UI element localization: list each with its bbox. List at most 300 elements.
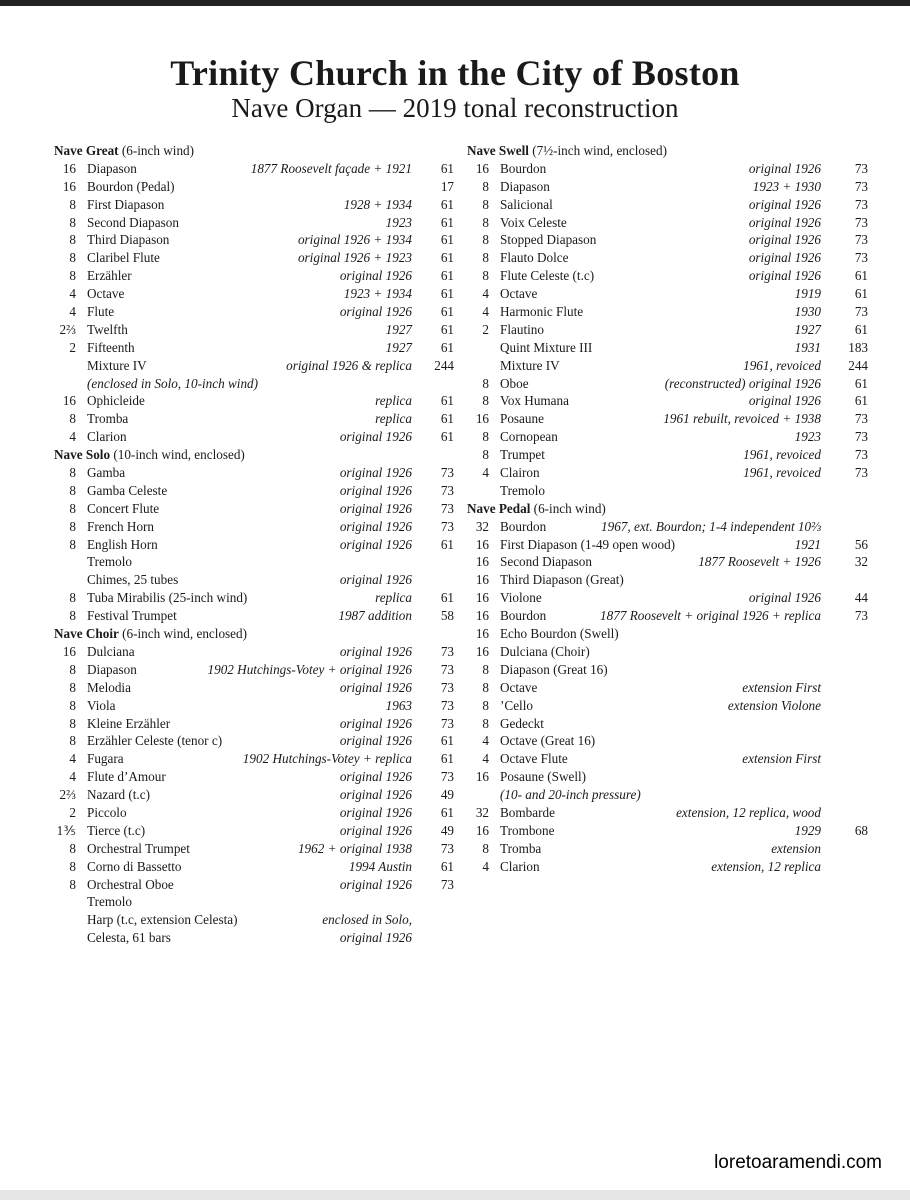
stop-pitch: 8	[482, 697, 489, 713]
stop-pitch: 8	[482, 679, 489, 695]
stop-pitch: 4	[482, 465, 489, 481]
stop-name: Octave	[500, 679, 538, 695]
stop-pipe-count: 56	[854, 536, 868, 552]
stop-pitch: 8	[69, 214, 76, 230]
stop-name: Flauto Dolce	[500, 250, 569, 266]
stop-provenance: replica	[375, 411, 412, 427]
division-name: Nave Solo	[54, 447, 111, 463]
stop-name: First Diapason (1-49 open wood)	[500, 536, 676, 552]
stop-provenance: 1967, ext. Bourdon; 1-4 independent 10⅔	[601, 518, 821, 534]
stop-note	[467, 786, 867, 804]
stop-pipe-count: 61	[440, 411, 454, 427]
stop-pitch: 4	[69, 304, 76, 320]
stop-provenance: 1923	[794, 429, 821, 445]
stop-pitch: 8	[69, 697, 76, 713]
stop-row	[467, 428, 867, 446]
stop-provenance: 1923	[385, 214, 412, 230]
right-column	[467, 142, 867, 876]
stop-name: Bourdon	[500, 518, 547, 534]
stop-row	[467, 589, 867, 607]
stop-name: Echo Bourdon (Swell)	[500, 626, 619, 642]
stop-pitch: 16	[475, 822, 489, 838]
stop-name: First Diapason	[87, 196, 165, 212]
stop-pipe-count: 61	[440, 214, 454, 230]
stop-row	[54, 715, 454, 733]
stop-name: Harmonic Flute	[500, 304, 584, 320]
stop-name: Flautino	[500, 321, 544, 337]
stop-pitch: 8	[69, 518, 76, 534]
stop-provenance: extension First	[742, 679, 821, 695]
stop-pitch: 8	[69, 268, 76, 284]
stop-provenance: original 1926	[339, 500, 412, 516]
stop-provenance: 1919	[794, 286, 821, 302]
stop-provenance: original 1926	[339, 733, 412, 749]
stop-pitch: 8	[69, 608, 76, 624]
stop-pitch: 16	[475, 769, 489, 785]
stop-row	[54, 267, 454, 285]
stop-pitch: 8	[482, 447, 489, 463]
stop-pitch: 8	[482, 196, 489, 212]
stop-name: Diapason	[500, 178, 550, 194]
stop-provenance: original 1926	[339, 769, 412, 785]
stop-pitch: 16	[475, 536, 489, 552]
stop-pitch: 8	[482, 178, 489, 194]
stop-provenance: 1902 Hutchings-Votey + original 1926	[207, 661, 412, 677]
stop-row	[54, 929, 454, 947]
stop-pitch: 4	[69, 286, 76, 302]
stop-row	[54, 768, 454, 786]
stop-row	[54, 196, 454, 214]
stop-name: Diapason (Great 16)	[500, 661, 608, 677]
stop-provenance: original 1926	[748, 196, 821, 212]
stop-row	[54, 822, 454, 840]
stop-pitch: 2⅔	[59, 321, 76, 337]
stop-pipe-count: 73	[440, 518, 454, 534]
stop-row	[54, 285, 454, 303]
stop-pipe-count: 61	[440, 232, 454, 248]
stop-pipe-count: 61	[440, 858, 454, 874]
stop-pipe-count: 73	[854, 232, 868, 248]
stop-row	[467, 392, 867, 410]
stop-row	[54, 893, 454, 911]
stop-pipe-count: 61	[440, 751, 454, 767]
stop-name: Clarion	[87, 429, 127, 445]
stop-pipe-count: 73	[854, 411, 868, 427]
stop-name: Clarion	[500, 858, 540, 874]
stop-row	[54, 357, 454, 375]
stop-name: Nazard (t.c)	[87, 787, 150, 803]
stop-provenance: extension, 12 replica	[711, 858, 821, 874]
stop-name: Ophicleide	[87, 393, 145, 409]
note-text: (enclosed in Solo, 10-inch wind)	[87, 375, 259, 391]
stop-name: Trombone	[500, 822, 555, 838]
stop-row	[467, 840, 867, 858]
stop-pitch: 16	[475, 590, 489, 606]
stop-pipe-count: 73	[854, 429, 868, 445]
stop-provenance: original 1926	[339, 715, 412, 731]
stop-row	[467, 661, 867, 679]
stop-row	[467, 715, 867, 733]
stop-row	[467, 482, 867, 500]
stop-name: Cornopean	[500, 429, 558, 445]
stop-pipe-count: 49	[440, 822, 454, 838]
stop-name: Gamba	[87, 465, 126, 481]
stop-row	[467, 178, 867, 196]
stop-pitch: 4	[69, 429, 76, 445]
stop-name: Oboe	[500, 375, 529, 391]
stop-provenance: enclosed in Solo,	[322, 912, 412, 928]
stop-pitch: 2	[482, 321, 489, 337]
stop-provenance: extension	[771, 840, 821, 856]
stop-pitch: 2	[69, 339, 76, 355]
stop-pitch: 4	[482, 733, 489, 749]
stop-pitch: 8	[69, 840, 76, 856]
stop-name: ’Cello	[500, 697, 533, 713]
division-header	[54, 625, 454, 643]
stop-provenance: original 1926	[748, 160, 821, 176]
stop-name: Voix Celeste	[500, 214, 567, 230]
stop-provenance: original 1926	[748, 250, 821, 266]
stop-name: Erzähler Celeste (tenor c)	[87, 733, 223, 749]
stop-provenance: 1994 Austin	[348, 858, 412, 874]
stop-name: Harp (t.c, extension Celesta)	[87, 912, 238, 928]
stop-row	[54, 482, 454, 500]
stop-pipe-count: 244	[848, 357, 868, 373]
stop-pitch: 16	[62, 643, 76, 659]
stop-name: Gamba Celeste	[87, 482, 168, 498]
stop-provenance: original 1926	[339, 268, 412, 284]
stop-name: English Horn	[87, 536, 158, 552]
stop-name: Vox Humana	[500, 393, 569, 409]
stop-row	[467, 822, 867, 840]
stop-row	[54, 876, 454, 894]
stop-pipe-count: 73	[440, 661, 454, 677]
stop-pitch: 8	[482, 268, 489, 284]
stop-pitch: 8	[69, 661, 76, 677]
stop-provenance: original 1926	[339, 465, 412, 481]
stop-name: Melodia	[87, 679, 131, 695]
stop-pipe-count: 61	[854, 321, 868, 337]
stop-name: Bombarde	[500, 804, 555, 820]
stop-provenance: original 1926	[339, 804, 412, 820]
stop-row	[467, 446, 867, 464]
stop-name: French Horn	[87, 518, 155, 534]
stop-name: Bourdon (Pedal)	[87, 178, 175, 194]
stop-pipe-count: 244	[434, 357, 454, 373]
stop-name: Dulciana	[87, 643, 135, 659]
stop-pitch: 8	[69, 500, 76, 516]
stop-pipe-count: 61	[440, 733, 454, 749]
stop-pipe-count: 73	[440, 840, 454, 856]
stop-pipe-count: 73	[440, 876, 454, 892]
stop-pipe-count: 183	[848, 339, 868, 355]
stop-row	[467, 643, 867, 661]
stop-name: Corno di Bassetto	[87, 858, 182, 874]
stop-name: Trumpet	[500, 447, 545, 463]
division-name: Nave Pedal	[467, 500, 531, 516]
stop-name: Octave	[500, 286, 538, 302]
stop-row	[54, 661, 454, 679]
stop-name: Gedeckt	[500, 715, 544, 731]
stop-row	[467, 321, 867, 339]
stop-provenance: 1963	[385, 697, 412, 713]
stop-name: Salicional	[500, 196, 553, 212]
stop-name: Diapason	[87, 661, 137, 677]
stop-pipe-count: 61	[440, 536, 454, 552]
stop-pitch: 8	[69, 590, 76, 606]
stop-pipe-count: 73	[440, 769, 454, 785]
stop-row	[54, 464, 454, 482]
stop-row	[54, 911, 454, 929]
stop-pitch: 16	[62, 160, 76, 176]
stop-row	[54, 321, 454, 339]
stop-pipe-count: 73	[854, 250, 868, 266]
stop-row	[54, 697, 454, 715]
stop-pitch: 8	[69, 536, 76, 552]
stop-pitch: 16	[62, 178, 76, 194]
stop-row	[467, 607, 867, 625]
stop-provenance: original 1926	[339, 822, 412, 838]
stop-pipe-count: 73	[854, 608, 868, 624]
stop-pitch: 16	[475, 572, 489, 588]
stop-row	[467, 160, 867, 178]
stop-name: Celesta, 61 bars	[87, 930, 171, 946]
stop-pitch: 8	[482, 232, 489, 248]
stop-pitch: 2⅔	[59, 787, 76, 803]
stop-provenance: extension, 12 replica, wood	[676, 804, 821, 820]
stop-pitch: 16	[62, 393, 76, 409]
stop-provenance: original 1926	[339, 679, 412, 695]
stop-pipe-count: 61	[440, 160, 454, 176]
stop-pipe-count: 73	[440, 679, 454, 695]
stop-pipe-count: 73	[854, 178, 868, 194]
stop-pipe-count: 61	[440, 250, 454, 266]
stop-pipe-count: 68	[854, 822, 868, 838]
stop-provenance: original 1926 + 1934	[297, 232, 412, 248]
stop-pitch: 16	[475, 643, 489, 659]
stop-provenance: original 1926	[339, 304, 412, 320]
stop-row	[467, 196, 867, 214]
stop-row	[467, 553, 867, 571]
stop-name: Orchestral Trumpet	[87, 840, 190, 856]
division-name: Nave Choir	[54, 626, 119, 642]
stop-name: Bourdon	[500, 160, 547, 176]
stop-pitch: 16	[475, 160, 489, 176]
stop-pipe-count: 73	[854, 304, 868, 320]
stop-row	[54, 249, 454, 267]
stop-name: Fugara	[87, 751, 124, 767]
stop-name: Tierce (t.c)	[87, 822, 146, 838]
stop-pitch: 8	[69, 733, 76, 749]
stop-name: Octave Flute	[500, 751, 568, 767]
stop-row	[467, 231, 867, 249]
stop-provenance: 1927	[385, 339, 412, 355]
division-wind-detail: (7½-inch wind, enclosed)	[528, 143, 667, 158]
stop-name: Mixture IV	[500, 357, 560, 373]
stop-row	[54, 643, 454, 661]
stop-row	[54, 500, 454, 518]
stop-name: Posaune (Swell)	[500, 769, 587, 785]
stop-name: Festival Trumpet	[87, 608, 177, 624]
stop-pipe-count: 61	[440, 393, 454, 409]
stop-name: Piccolo	[87, 804, 127, 820]
stop-row	[54, 732, 454, 750]
stop-name: Claribel Flute	[87, 250, 160, 266]
stop-pitch: 4	[482, 858, 489, 874]
stop-provenance: original 1926	[748, 590, 821, 606]
stop-row	[467, 571, 867, 589]
stop-row	[54, 178, 454, 196]
stop-pipe-count: 49	[440, 787, 454, 803]
division-name: Nave Great	[54, 143, 119, 158]
stop-pipe-count: 32	[854, 554, 868, 570]
stop-row	[467, 410, 867, 428]
stop-provenance: 1877 Roosevelt + original 1926 + replica	[600, 608, 821, 624]
stop-pitch: 4	[482, 751, 489, 767]
stop-provenance: 1923 + 1930	[752, 178, 821, 194]
stop-row	[54, 589, 454, 607]
stop-provenance: replica	[375, 590, 412, 606]
division-header	[467, 500, 867, 518]
stop-provenance: 1962 + original 1938	[297, 840, 412, 856]
stop-pitch: 8	[69, 482, 76, 498]
stop-provenance: 1902 Hutchings-Votey + replica	[242, 751, 412, 767]
stop-name: Stopped Diapason	[500, 232, 597, 248]
stop-pitch: 8	[69, 196, 76, 212]
stop-pitch: 16	[475, 411, 489, 427]
stop-name: Flute Celeste (t.c)	[500, 268, 595, 284]
stop-row	[467, 768, 867, 786]
stop-pipe-count: 73	[440, 697, 454, 713]
stop-name: Flute	[87, 304, 115, 320]
stop-provenance: 1961, revoiced	[743, 357, 821, 373]
stop-row	[54, 339, 454, 357]
division-header	[467, 142, 867, 160]
stop-pipe-count: 61	[440, 804, 454, 820]
stop-provenance: original 1926	[339, 876, 412, 892]
stop-pipe-count: 61	[440, 321, 454, 337]
stop-row	[54, 679, 454, 697]
stop-pipe-count: 73	[854, 214, 868, 230]
stop-provenance: 1961 rebuilt, revoiced + 1938	[663, 411, 821, 427]
stop-name: Posaune	[500, 411, 544, 427]
stop-provenance: 1961, revoiced	[743, 447, 821, 463]
stop-row	[467, 750, 867, 768]
stop-provenance: original 1926	[748, 214, 821, 230]
stop-provenance: 1927	[385, 321, 412, 337]
stop-name: Flute d’Amour	[87, 769, 166, 785]
stop-name: Kleine Erzähler	[87, 715, 171, 731]
stop-pipe-count: 61	[854, 393, 868, 409]
stop-pitch: 4	[69, 751, 76, 767]
stop-name: Bourdon	[500, 608, 547, 624]
stop-row	[54, 804, 454, 822]
division-wind-detail: (6-inch wind)	[118, 143, 195, 158]
stop-provenance: 1961, revoiced	[743, 465, 821, 481]
stop-row	[54, 840, 454, 858]
stop-pipe-count: 73	[440, 482, 454, 498]
stop-pitch: 16	[475, 626, 489, 642]
stop-pipe-count: 73	[854, 160, 868, 176]
stop-pipe-count: 61	[440, 196, 454, 212]
stop-pipe-count: 61	[440, 286, 454, 302]
stop-name: Orchestral Oboe	[87, 876, 174, 892]
stop-provenance: original 1926	[339, 930, 412, 946]
stop-name: Quint Mixture III	[500, 339, 593, 355]
stop-pitch: 8	[482, 715, 489, 731]
division-wind-detail: (6-inch wind)	[530, 500, 606, 516]
stop-provenance: original 1926	[339, 572, 412, 588]
stop-name: Third Diapason (Great)	[500, 572, 624, 588]
stop-pipe-count: 73	[440, 465, 454, 481]
stop-pitch: 4	[69, 769, 76, 785]
stop-provenance: 1877 Roosevelt + 1926	[698, 554, 821, 570]
stop-pipe-count: 73	[440, 500, 454, 516]
stop-provenance: original 1926 + 1923	[297, 250, 412, 266]
stop-row	[54, 410, 454, 428]
note-text: (10- and 20-inch pressure)	[500, 787, 641, 803]
stop-pipe-count: 61	[440, 590, 454, 606]
stop-pitch: 16	[475, 554, 489, 570]
stop-provenance: original 1926	[748, 268, 821, 284]
stop-pipe-count: 61	[854, 375, 868, 391]
stop-provenance: original 1926	[339, 787, 412, 803]
stop-name: Fifteenth	[87, 339, 135, 355]
stop-pipe-count: 61	[440, 304, 454, 320]
stop-pitch: 8	[482, 375, 489, 391]
stop-row	[467, 375, 867, 393]
stop-pipe-count: 73	[854, 196, 868, 212]
bottom-border	[0, 1190, 910, 1200]
stop-row	[467, 249, 867, 267]
stop-row	[54, 392, 454, 410]
stop-provenance: original 1926	[339, 482, 412, 498]
stop-pipe-count: 58	[440, 608, 454, 624]
stop-row	[467, 267, 867, 285]
stop-pitch: 16	[475, 608, 489, 624]
stop-name: Second Diapason	[87, 214, 179, 230]
stop-provenance: replica	[375, 393, 412, 409]
stop-row	[54, 518, 454, 536]
stop-name: Diapason	[87, 160, 137, 176]
stop-row	[54, 303, 454, 321]
stop-name: Third Diapason	[87, 232, 170, 248]
stop-provenance: 1930	[794, 304, 821, 320]
stop-pitch: 8	[69, 858, 76, 874]
stop-name: Violone	[500, 590, 542, 606]
stop-provenance: original 1926 & replica	[286, 357, 412, 373]
stop-row	[54, 858, 454, 876]
stop-row	[467, 285, 867, 303]
stop-pipe-count: 44	[854, 590, 868, 606]
stop-row	[467, 339, 867, 357]
stop-provenance: extension First	[742, 751, 821, 767]
stop-pitch: 8	[482, 840, 489, 856]
stop-pitch: 1⅗	[56, 822, 76, 838]
stop-pitch: 8	[69, 715, 76, 731]
stop-name: Tremolo	[500, 482, 545, 498]
stop-row	[467, 536, 867, 554]
division-header	[54, 446, 454, 464]
stop-name: Tromba	[500, 840, 542, 856]
stop-pitch: 4	[482, 304, 489, 320]
stop-provenance: 1877 Roosevelt façade + 1921	[250, 160, 412, 176]
stop-pitch: 8	[482, 661, 489, 677]
stop-name: Tuba Mirabilis (25-inch wind)	[87, 590, 248, 606]
stop-row	[467, 464, 867, 482]
stop-name: Octave	[87, 286, 125, 302]
stop-pipe-count: 73	[854, 447, 868, 463]
